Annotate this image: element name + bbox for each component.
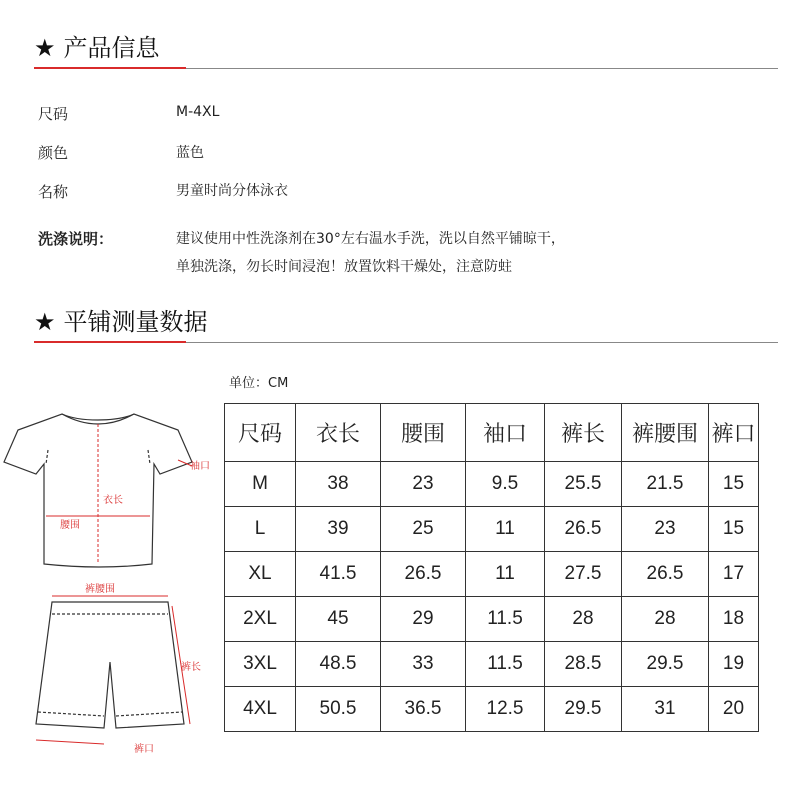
color-label: 颜色 xyxy=(38,144,69,162)
header-cell: 裤口 xyxy=(709,404,759,462)
header-cell: 尺码 xyxy=(225,404,296,462)
measure-cell: 50.5 xyxy=(296,687,381,732)
measure-cell: 48.5 xyxy=(296,642,381,687)
measure-cell: 20 xyxy=(709,687,759,732)
star-icon: ★ xyxy=(34,308,56,336)
table-row xyxy=(225,552,759,597)
header-cell: 裤腰围 xyxy=(622,404,709,462)
color-value: 蓝色 xyxy=(176,145,204,161)
length-label: 衣长 xyxy=(103,495,123,506)
garment-diagram xyxy=(0,400,224,780)
product-info-heading xyxy=(34,28,160,63)
size-value: M-4XL xyxy=(176,104,220,120)
measure-cell: 41.5 xyxy=(296,552,381,597)
measure-cell: 38 xyxy=(296,462,381,507)
measure-cell: 28.5 xyxy=(545,642,622,687)
table-row xyxy=(225,597,759,642)
size-cell: 3XL xyxy=(225,642,296,687)
measure-cell: 9.5 xyxy=(466,462,545,507)
wash-label: 洗涤说明： xyxy=(38,230,114,248)
section-divider-accent xyxy=(34,341,186,343)
measure-cell: 28 xyxy=(622,597,709,642)
waist-label: 腰围 xyxy=(60,520,80,531)
measure-cell: 15 xyxy=(709,507,759,552)
size-table xyxy=(224,403,759,732)
table-row xyxy=(225,642,759,687)
measure-cell: 39 xyxy=(296,507,381,552)
shorts-icon xyxy=(36,602,184,728)
size-cell: L xyxy=(225,507,296,552)
measure-cell: 27.5 xyxy=(545,552,622,597)
pants-hem-label: 裤口 xyxy=(134,744,154,755)
table-header-row xyxy=(225,404,759,462)
measure-cell: 18 xyxy=(709,597,759,642)
size-cell: XL xyxy=(225,552,296,597)
name-label: 名称 xyxy=(38,183,69,201)
header-cell: 裤长 xyxy=(545,404,622,462)
measure-cell: 31 xyxy=(622,687,709,732)
measure-cell: 29 xyxy=(381,597,466,642)
measure-cell: 33 xyxy=(381,642,466,687)
measure-cell: 36.5 xyxy=(381,687,466,732)
size-cell: 4XL xyxy=(225,687,296,732)
pants-waist-label: 裤腰围 xyxy=(85,584,115,595)
measure-cell: 12.5 xyxy=(466,687,545,732)
table-row xyxy=(225,687,759,732)
size-cell: 2XL xyxy=(225,597,296,642)
measure-cell: 11.5 xyxy=(466,642,545,687)
measure-cell: 11.5 xyxy=(466,597,545,642)
size-label: 尺码 xyxy=(38,105,69,123)
size-cell: M xyxy=(225,462,296,507)
measure-cell: 45 xyxy=(296,597,381,642)
header-cell: 袖口 xyxy=(466,404,545,462)
measure-cell: 25.5 xyxy=(545,462,622,507)
measure-cell: 28 xyxy=(545,597,622,642)
pants-length-label: 裤长 xyxy=(181,662,201,673)
measure-cell: 26.5 xyxy=(545,507,622,552)
measure-cell: 23 xyxy=(622,507,709,552)
section-divider-accent xyxy=(34,67,186,69)
unit-label: 单位：CM xyxy=(229,376,289,391)
measure-cell: 21.5 xyxy=(622,462,709,507)
name-value: 男童时尚分体泳衣 xyxy=(176,183,288,199)
measure-cell: 29.5 xyxy=(622,642,709,687)
measure-cell: 23 xyxy=(381,462,466,507)
wash-line-2: 单独洗涤，勿长时间浸泡！放置饮料干燥处，注意防蛀 xyxy=(176,259,512,275)
table-row xyxy=(225,462,759,507)
product-info-title: 产品信息 xyxy=(63,34,160,62)
table-row xyxy=(225,507,759,552)
measure-cell: 17 xyxy=(709,552,759,597)
header-cell: 衣长 xyxy=(296,404,381,462)
star-icon: ★ xyxy=(34,34,56,62)
measure-cell: 11 xyxy=(466,507,545,552)
measure-cell: 26.5 xyxy=(622,552,709,597)
measure-cell: 25 xyxy=(381,507,466,552)
measure-cell: 29.5 xyxy=(545,687,622,732)
measure-cell: 15 xyxy=(709,462,759,507)
header-cell: 腰围 xyxy=(381,404,466,462)
measure-cell: 19 xyxy=(709,642,759,687)
measure-title: 平铺测量数据 xyxy=(63,308,208,336)
measure-cell: 26.5 xyxy=(381,552,466,597)
wash-line-1: 建议使用中性洗涤剂在30°左右温水手洗，洗以自然平铺晾干， xyxy=(176,231,565,247)
sleeve-label: 袖口 xyxy=(190,461,210,472)
measure-heading xyxy=(34,302,208,337)
measure-cell: 11 xyxy=(466,552,545,597)
